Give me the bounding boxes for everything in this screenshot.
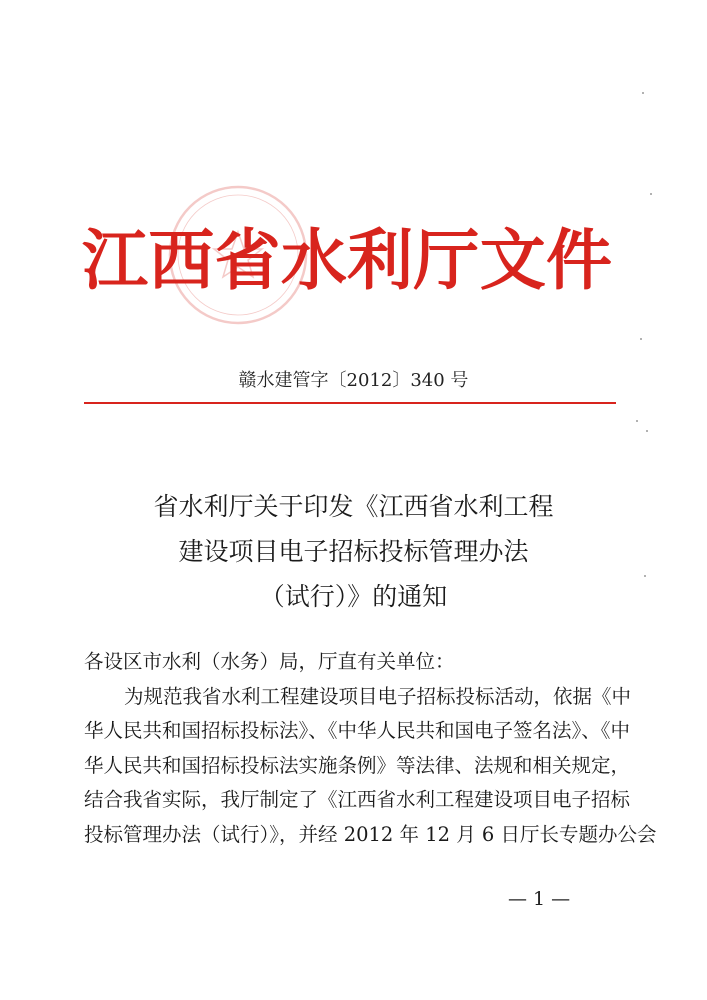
header-char: 文 — [479, 221, 546, 299]
document-number: 赣水建管字〔2012〕340 号 — [238, 370, 469, 391]
header-char: 件 — [545, 221, 612, 299]
scan-speck — [640, 338, 642, 340]
header-char: 厅 — [413, 221, 480, 299]
body-line: 为规范我省水利工程建设项目电子招标投标活动，依据《中 — [124, 684, 632, 708]
scan-speck — [636, 420, 638, 422]
scan-speck — [642, 92, 644, 94]
subject-line: 建设项目电子招标投标管理办法 — [178, 537, 529, 566]
red-divider-line — [84, 402, 616, 404]
header-char: 西 — [148, 221, 215, 299]
page-number: — 1 — — [508, 888, 571, 910]
scan-speck — [644, 575, 646, 577]
body-line: 投标管理办法（试行）》，并经 2012 年 12 月 6 日厅长专题办公会 — [84, 822, 657, 846]
addressee: 各设区市水利（水务）局，厅直有关单位： — [84, 650, 455, 673]
document-subject — [0, 484, 707, 619]
scan-speck — [646, 430, 648, 432]
body-line: 华人民共和国招标投标法实施条例》等法律、法规和相关规定， — [84, 753, 631, 777]
header-char: 省 — [214, 221, 281, 299]
body-line: 结合我省实际，我厅制定了《江西省水利工程建设项目电子招标 — [84, 788, 631, 811]
document-body — [84, 645, 657, 852]
header-char: 水 — [280, 221, 347, 299]
scan-speck — [650, 193, 652, 195]
subject-line: 省水利厅关于印发《江西省水利工程 — [153, 492, 554, 521]
header-char: 利 — [347, 221, 414, 299]
body-line: 华人民共和国招标投标法》、《中华人民共和国电子签名法》、《中 — [84, 719, 631, 742]
header-char: 江 — [82, 221, 148, 299]
subject-line: （试行）》的通知 — [259, 582, 448, 611]
document-header-title — [82, 212, 612, 308]
